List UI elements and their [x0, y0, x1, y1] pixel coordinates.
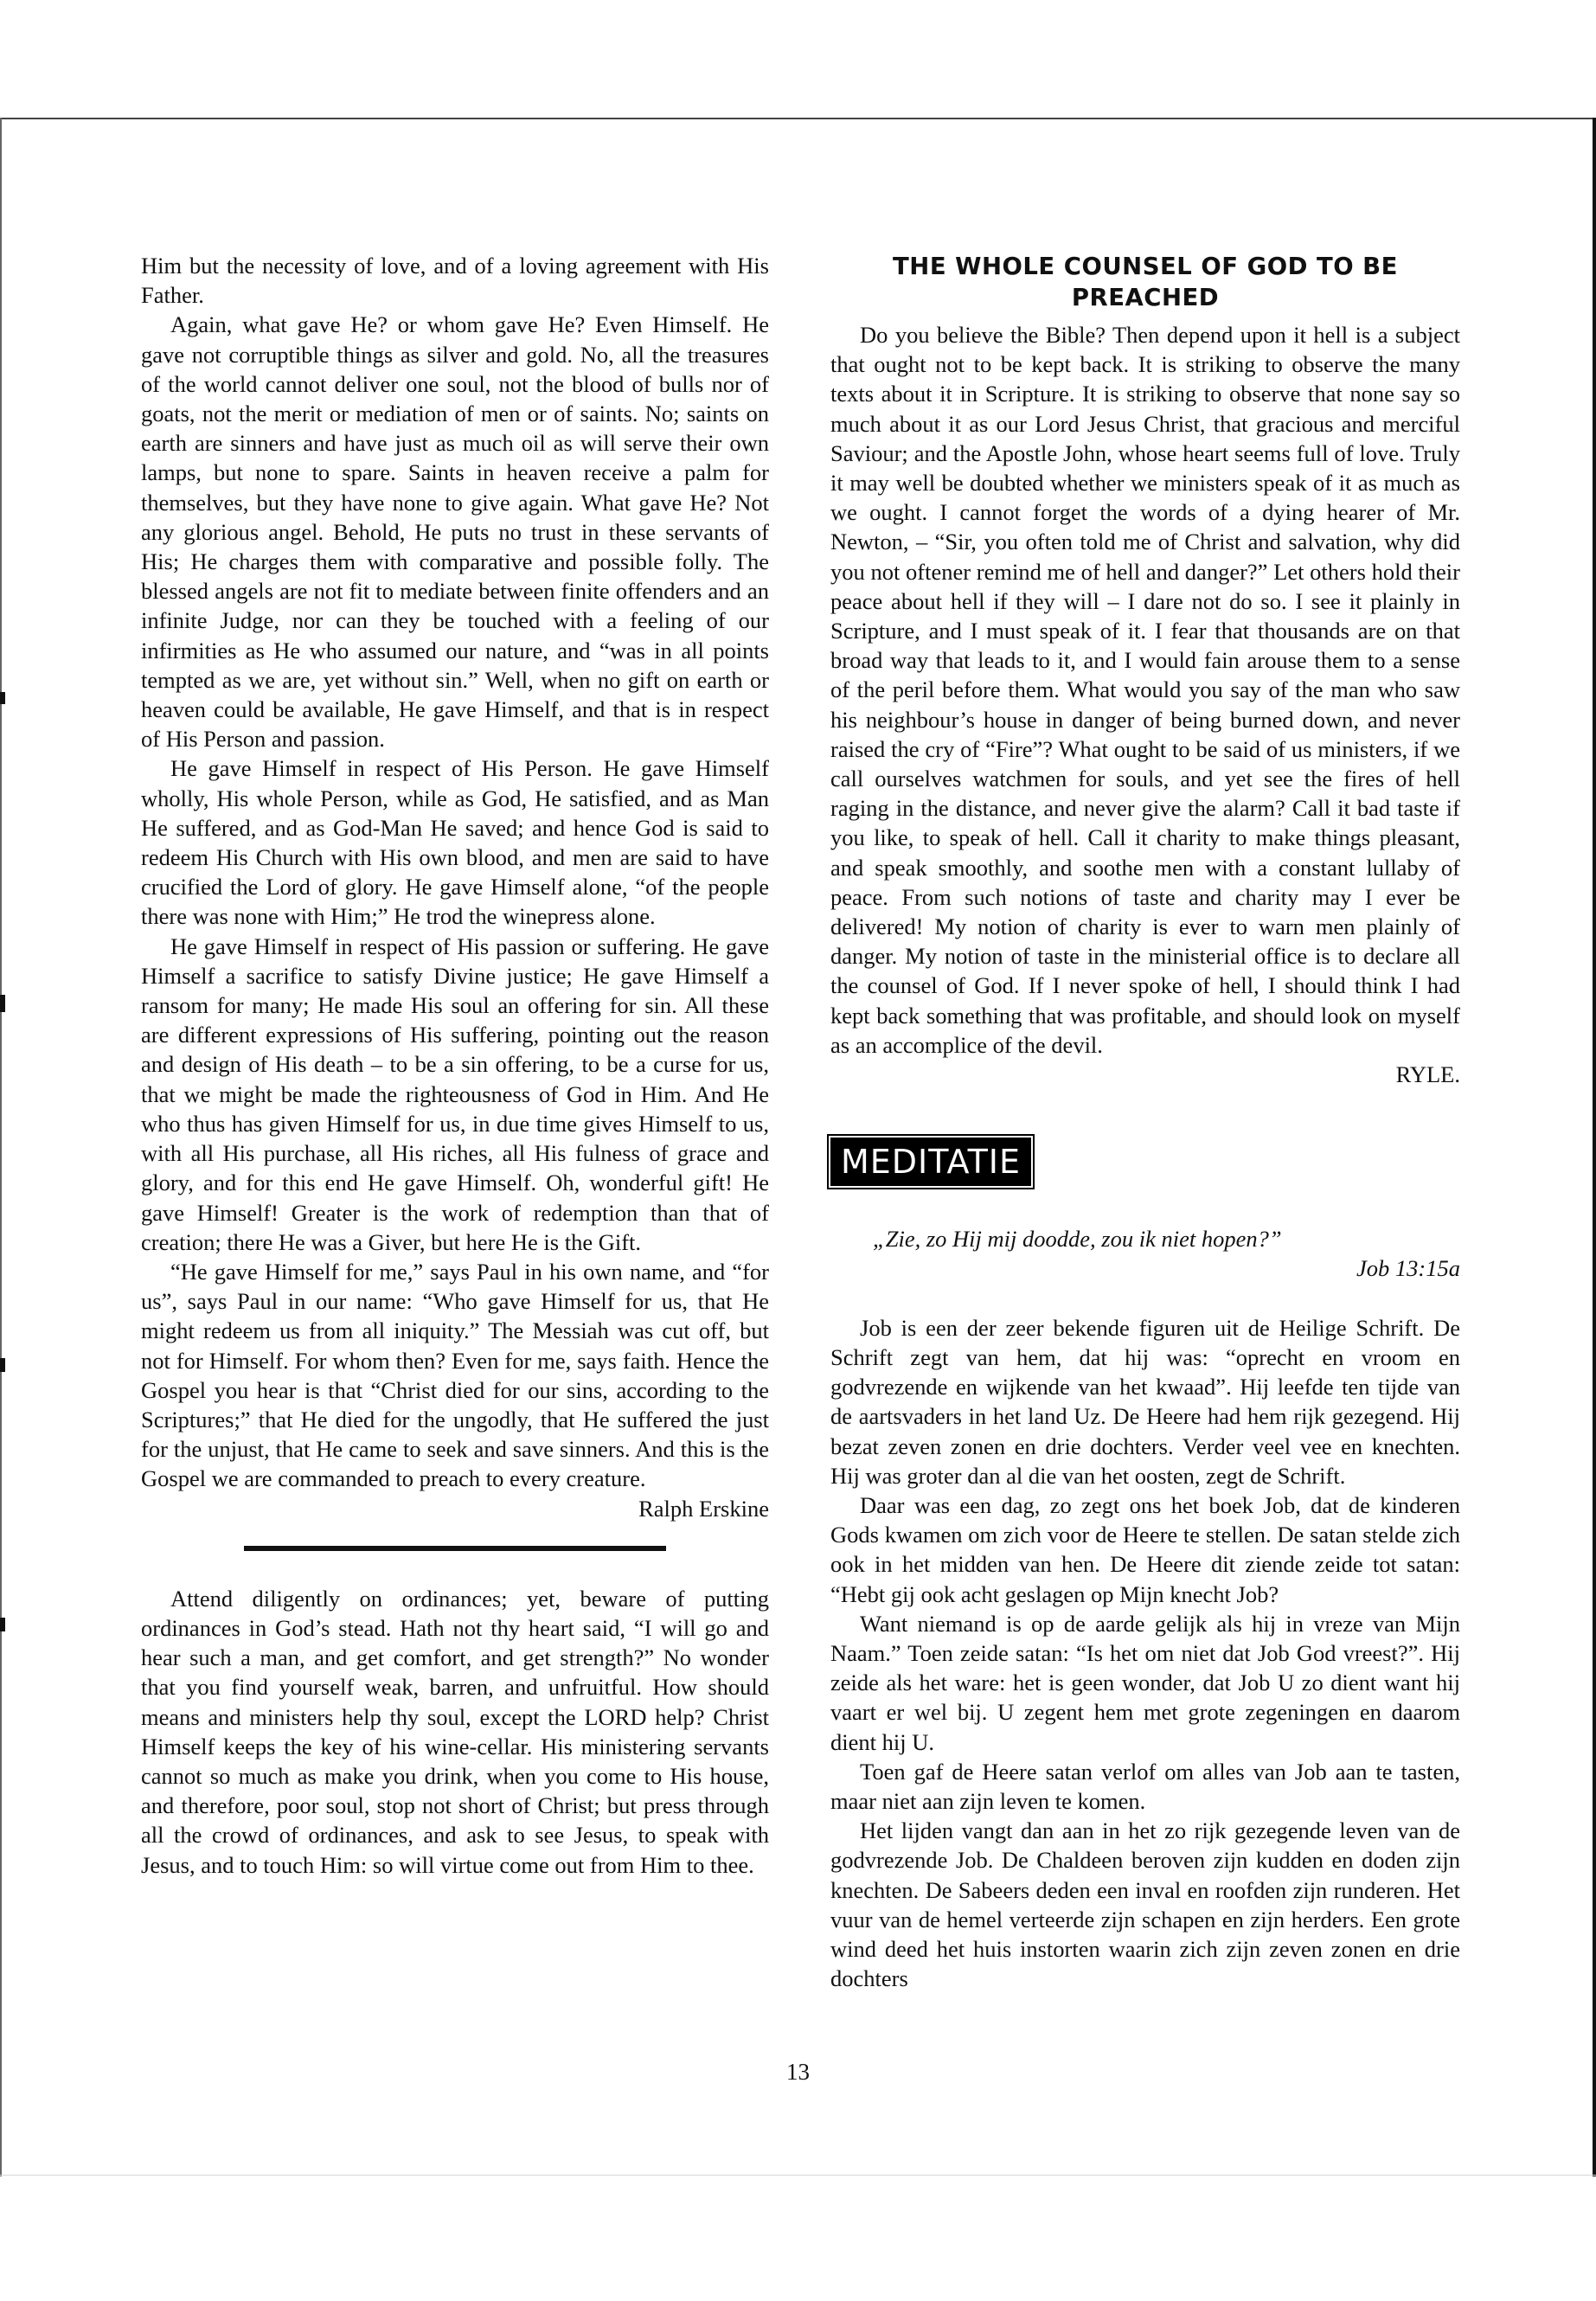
- erskine-paragraph: “He gave Himself for me,” says Paul in his own name, and “for us”, says Paul in our name: “Who gave Himself for us, that He might redeem us from all iniquity.” The Messiah was cut off, but not for Himself. For whom then? Even for me, says faith. Hence the Gospel you hear is that “Christ died for our sins, according to the Scriptures;” that He died for the ungodly, that He suffered the just for the unjust, that He came to seek and save sinners. And this is the Gospel we are commanded to preach to every creature.: [141, 1258, 769, 1492]
- ryle-author: RYLE.: [1395, 1061, 1460, 1088]
- meditatie-paragraph: Toen gaf de Heere satan verlof om alles van Job aan te tasten, maar niet aan zijn leven te komen.: [830, 1758, 1460, 1814]
- left-column: [141, 251, 769, 1880]
- ordinances-paragraph: Attend diligently on ordinances; yet, beware of putting ordinances in God’s stead. Hath not thy heart said, “I will go and hear such a man, and get comfort, and get strength?” No wonder that you find yourself weak, barren, and unfruitful. How should means and ministers help thy soul, except the LORD help? Christ Himself keeps the key of his wine-cellar. His ministering servants cannot so much as make you drink, when you come to His house, and therefore, poor soul, stop not short of Christ; but press through all the crowd of ordinances, and ask to see Jesus, to speak with Jesus, and to touch Him: so will virtue come out from Him to thee.: [141, 1585, 769, 1878]
- ryle-paragraph: Do you believe the Bible? Then depend upon it hell is a subject that ought not to be kept back. It is striking to observe the many texts about it in Scripture. It is striking to observe that none say so much about it as our Lord Jesus Christ, that gracious and merciful Saviour; and the Apostle John, whose heart seems full of love. Truly it may well be doubted whether we ministers speak of it as much as we ought. I cannot forget the words of a dying hearer of Mr. Newton, – “Sir, you often told me of Christ and salvation, why did you not oftener remind me of hell and danger?” Let others hold their peace about hell if they will – I dare not do so. I see it plainly in Scripture, and I must speak of it. I fear that thousands are on that broad way that leads to it, and I would fain arouse them to a sense of the peril before them. What would you say of the man who saw his neighbour’s house in danger of being burned down, and never raised the cry of “Fire”? What ought to be said of us ministers, if we call ourselves watchmen for souls, and yet see the fires of hell raging in the distance, and never give the alarm? Call it bad taste if you like, to speak of hell. Call it charity to make things pleasant, and speak smoothly, and soothe men with a constant lullaby of peace. From such notions of taste and charity may I ever be delivered! My notion of charity is ever to warn men plainly of danger. My notion of taste in the ministerial office is to declare all the counsel of God. If I never spoke of hell, I should think I had kept back something that was profitable, and should look on myself as an accomplice of the devil.: [830, 322, 1460, 1058]
- article-heading: THE WHOLE COUNSEL OF GOD TO BE PREACHED: [893, 253, 1398, 311]
- erskine-author: Ralph Erskine: [638, 1495, 769, 1522]
- erskine-paragraph: Again, what gave He? or whom gave He? Even Himself. He gave not corruptible things as silver and gold. No, all the treasures of the world cannot deliver one soul, not the blood of bulls nor of goats, not the merit or mediation of men or of saints. No; saints on earth are sinners and have just as much oil as will serve their own lamps, but none to spare. Saints in heaven receive a palm for themselves, but they have none to give again. What gave He? Not any glorious angel. Behold, He puts no trust in these servants of His; He charges them with comparative and possible folly. The blessed angels are not fit to mediate between finite offenders and an infinite Judge, nor can they be touched with a feeling of our infirmities as He who assumed our nature, and “was in all points tempted as we are, yet without sin.” Well, when no gift on earth or heaven could be available, He gave Himself, and that is in respect of His Person and passion.: [141, 311, 769, 753]
- meditatie-paragraph: Het lijden vangt dan aan in het zo rijk gezegende leven van de godvrezende Job. De Chaldeen beroven zijn kudden en doden zijn knechten. De Sabeers deden een inval en roofden zijn runderen. Het vuur van de hemel verteerde zijn schapen en zijn herders. Een grote wind deed het huis instorten waarin zich zijn zeven zonen en drie dochters: [830, 1817, 1460, 1992]
- erskine-paragraph: Him but the necessity of love, and of a loving agreement with His Father.: [141, 253, 769, 309]
- erskine-paragraph: He gave Himself in respect of His passion or suffering. He gave Himself a sacrifice to satisfy Divine justice; He gave Himself a ransom for many; He made His soul an offering for sin. All these are different expressions of His suffering, pointing out the reason and design of His death – to be a sin offering, to be a curse for us, that we might be made the righteousness of God in Him. And He who thus has given Himself for us, in due time gives Himself to us, with all His purchase, all His riches, all His fulness of grace and glory, and for this end He gave Himself. Oh, wonderful gift! He gave Himself! Greater is the work of redemption than that of creation; there He was a Giver, but here He is the Gift.: [141, 933, 769, 1255]
- erskine-paragraph: He gave Himself in respect of His Person. He gave Himself wholly, His whole Person, while as God, He satisfied, and as Man He suffered, and as God-Man He saved; and hence God is said to redeem His Church with His own blood, and men are said to have crucified the Lord of glory. He gave Himself alone, “of the people there was none with Him;” He trod the winepress alone.: [141, 755, 769, 930]
- right-column: [830, 251, 1460, 1993]
- meditatie-paragraph: Want niemand is op de aarde gelijk als hij in vreze van Mijn Naam.” Toen zeide satan: “Is het om niet dat Job God vreest?”. Hij zeide als het ware: het is geen wonder, dat Job U zo dient want hij vaart er wel bij. U zegent hem met grote zegeningen en daarom dient hij U.: [830, 1610, 1460, 1755]
- meditatie-paragraph: Job is een der zeer bekende figuren uit de Heilige Schrift. De Schrift zegt van hem, dat hij was: “oprecht en vroom en godvrezende en wijkende van het kwaad”. Hij leefde ten tijde van de aartsvaders in het land Uz. De Heere had hem rijk gezegend. Hij bezat zeven zonen en drie dochters. Verder veel vee en knechten. Hij was groter dan al die van het oosten, zegt de Schrift.: [830, 1314, 1460, 1489]
- section-divider: [244, 1546, 666, 1551]
- meditatie-label: MEDITATIE: [830, 1138, 1031, 1186]
- meditation-quote: „Zie, zo Hij mij doodde, zou ik niet hopen?”: [873, 1226, 1282, 1253]
- meditatie-paragraph: Daar was een dag, zo zegt ons het boek Job, dat de kinderen Gods kwamen om zich voor de Heere te stellen. De satan stelde zich ook in het midden van hen. De Heere dit ziende zeide tot satan: “Hebt gij ook acht geslagen op Mijn knecht Job?: [830, 1491, 1460, 1607]
- quote-reference: Job 13:15a: [1356, 1255, 1460, 1282]
- page-number: 13: [786, 2059, 810, 2085]
